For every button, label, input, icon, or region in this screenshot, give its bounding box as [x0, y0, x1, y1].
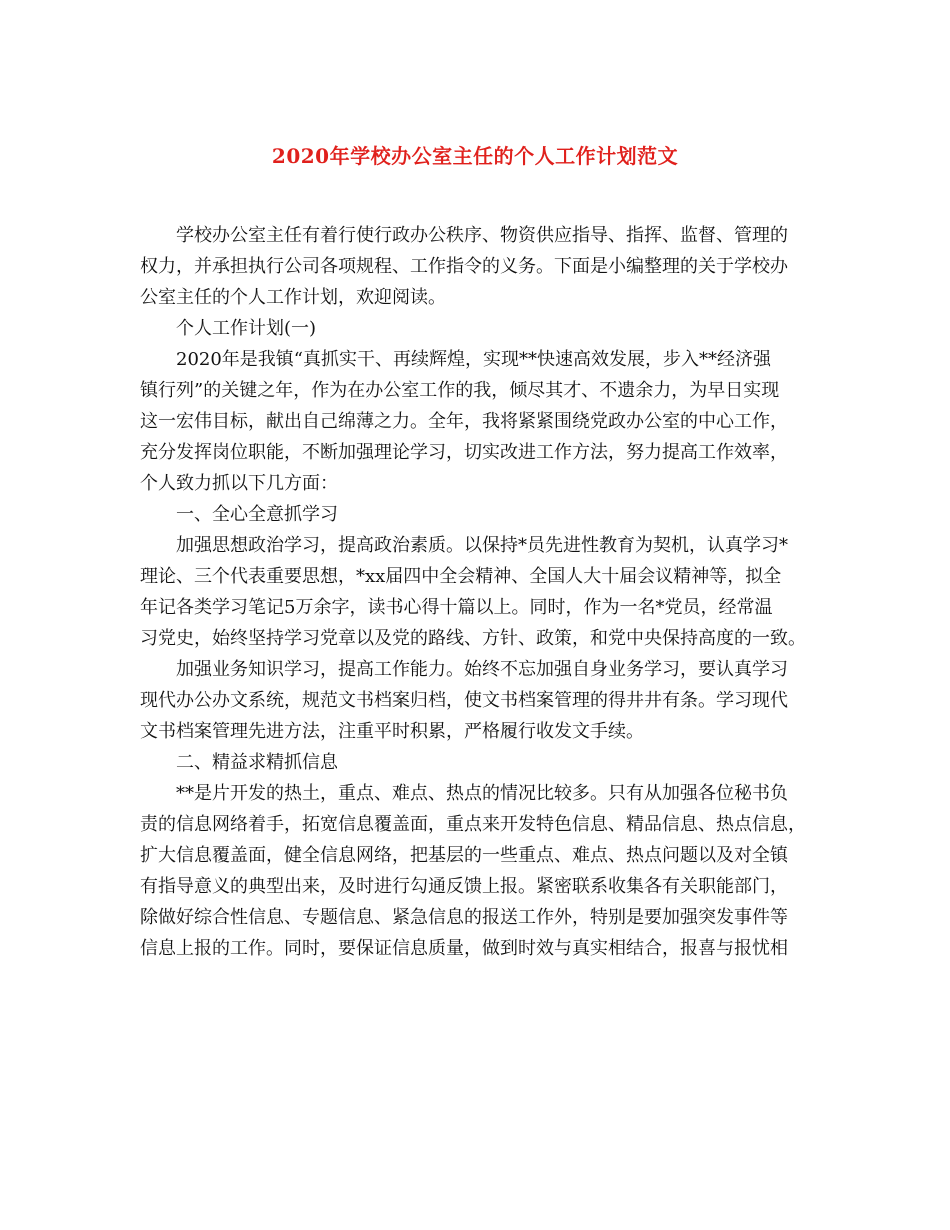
document-body [140, 220, 820, 964]
text-line: 理论、三个代表重要思想，*xx届四中全会精神、全国人大十届会议精神等，拟全 [140, 566, 782, 587]
text-line: 镇行列”的关键之年，作为在办公室工作的我，倾尽其才、不遗余力，为早日实现 [140, 380, 780, 401]
text-line: 现代办公办文系统，规范文书档案归档，使文书档案管理的得井井有条。学习现代 [140, 690, 788, 711]
text-line: 加强业务知识学习，提高工作能力。始终不忘加强自身业务学习，要认真学习 [176, 659, 788, 680]
text-line: **是片开发的热土，重点、难点、热点的情况比较多。只有从加强各位秘书负 [176, 783, 788, 804]
text-line: 个人工作计划(一) [176, 318, 317, 339]
text-line: 除做好综合性信息、专题信息、紧急信息的报送工作外，特别是要加强突发事件等 [140, 907, 788, 928]
text-line: 文书档案管理先进方法，注重平时积累，严格履行收发文手续。 [140, 721, 644, 742]
text-line: 一、全心全意抓学习 [176, 504, 338, 525]
text-line: 个人致力抓以下几方面： [140, 473, 338, 494]
document-title: 2020年学校办公室主任的个人工作计划范文 [271, 144, 679, 168]
text-line: 2020年是我镇“真抓实干、再续辉煌，实现**快速高效发展，步入**经济强 [176, 349, 772, 370]
text-line: 公室主任的个人工作计划，欢迎阅读。 [140, 287, 446, 308]
text-line: 充分发挥岗位职能，不断加强理论学习，切实改进工作方法，努力提高工作效率， [140, 442, 788, 463]
text-line: 扩大信息覆盖面，健全信息网络，把基层的一些重点、难点、热点问题以及对全镇 [140, 845, 788, 866]
text-line: 有指导意义的典型出来，及时进行勾通反馈上报。紧密联系收集各有关职能部门， [140, 876, 788, 897]
text-line: 信息上报的工作。同时，要保证信息质量，做到时效与真实相结合，报喜与报忧相 [140, 938, 788, 959]
text-line: 加强思想政治学习，提高政治素质。以保持*员先进性教育为契机，认真学习* [176, 535, 788, 556]
text-line: 习党史，始终坚持学习党章以及党的路线、方针、政策，和党中央保持高度的一致。 [140, 628, 806, 649]
text-line: 学校办公室主任有着行使行政办公秩序、物资供应指导、指挥、监督、管理的 [176, 225, 788, 246]
text-line: 权力，并承担执行公司各项规程、工作指令的义务。下面是小编整理的关于学校办 [140, 256, 788, 277]
text-line: 这一宏伟目标，献出自己绵薄之力。全年，我将紧紧围绕党政办公室的中心工作， [140, 411, 788, 432]
text-line: 责的信息网络着手，拓宽信息覆盖面，重点来开发特色信息、精品信息、热点信息， [140, 814, 806, 835]
text-line: 年记各类学习笔记5万余字，读书心得十篇以上。同时，作为一名*党员，经常温 [140, 597, 773, 618]
text-line: 二、精益求精抓信息 [176, 752, 338, 773]
